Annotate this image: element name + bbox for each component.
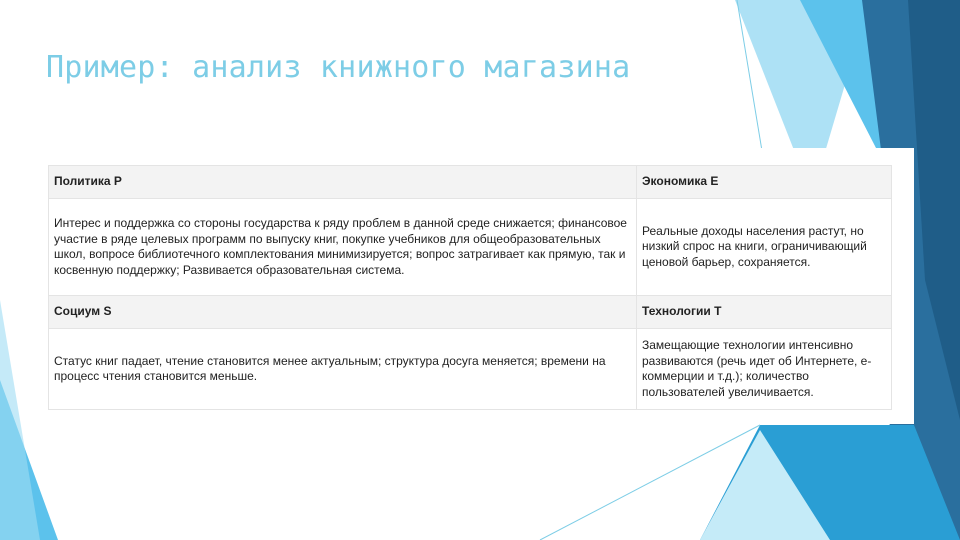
header-economics: Экономика E xyxy=(637,166,892,199)
pest-table xyxy=(48,165,892,410)
cell-society: Статус книг падает, чтение становится менее актуальным; структура досуга меняется; времени на процесс чтения становится меньше. xyxy=(49,329,637,410)
table-row-content-1 xyxy=(49,199,892,296)
header-society: Социум S xyxy=(49,296,637,329)
deco-shape-left-bottom-light xyxy=(0,300,40,540)
cell-technology: Замещающие технологии интенсивно развиваются (речь идет об Интернете, е-коммерции и т.д.); количество пользователей увеличивается. xyxy=(637,329,892,410)
slide-title: Пример: анализ книжного магазина xyxy=(46,50,631,85)
cell-economics: Реальные доходы населения растут, но низкий спрос на книги, ограничивающий ценовой барьер, сохраняется. xyxy=(637,199,892,296)
header-technology: Технологии T xyxy=(637,296,892,329)
pest-table-card xyxy=(40,148,914,424)
table-row-content-2 xyxy=(49,329,892,410)
cell-politics: Интерес и поддержка со стороны государства к ряду проблем в данной среде снижается; финансовое участие в ряде целевых программ по выпуску книг, покупке учебников для общеобразовательных школ, вопросе библиотечного комплектования минимизируется; вопрос затрагивает как прямую, так и косвенную поддержку; Развивается образовательная система. xyxy=(49,199,637,296)
header-politics: Политика P xyxy=(49,166,637,199)
table-row-header-1 xyxy=(49,166,892,199)
table-row-header-2 xyxy=(49,296,892,329)
